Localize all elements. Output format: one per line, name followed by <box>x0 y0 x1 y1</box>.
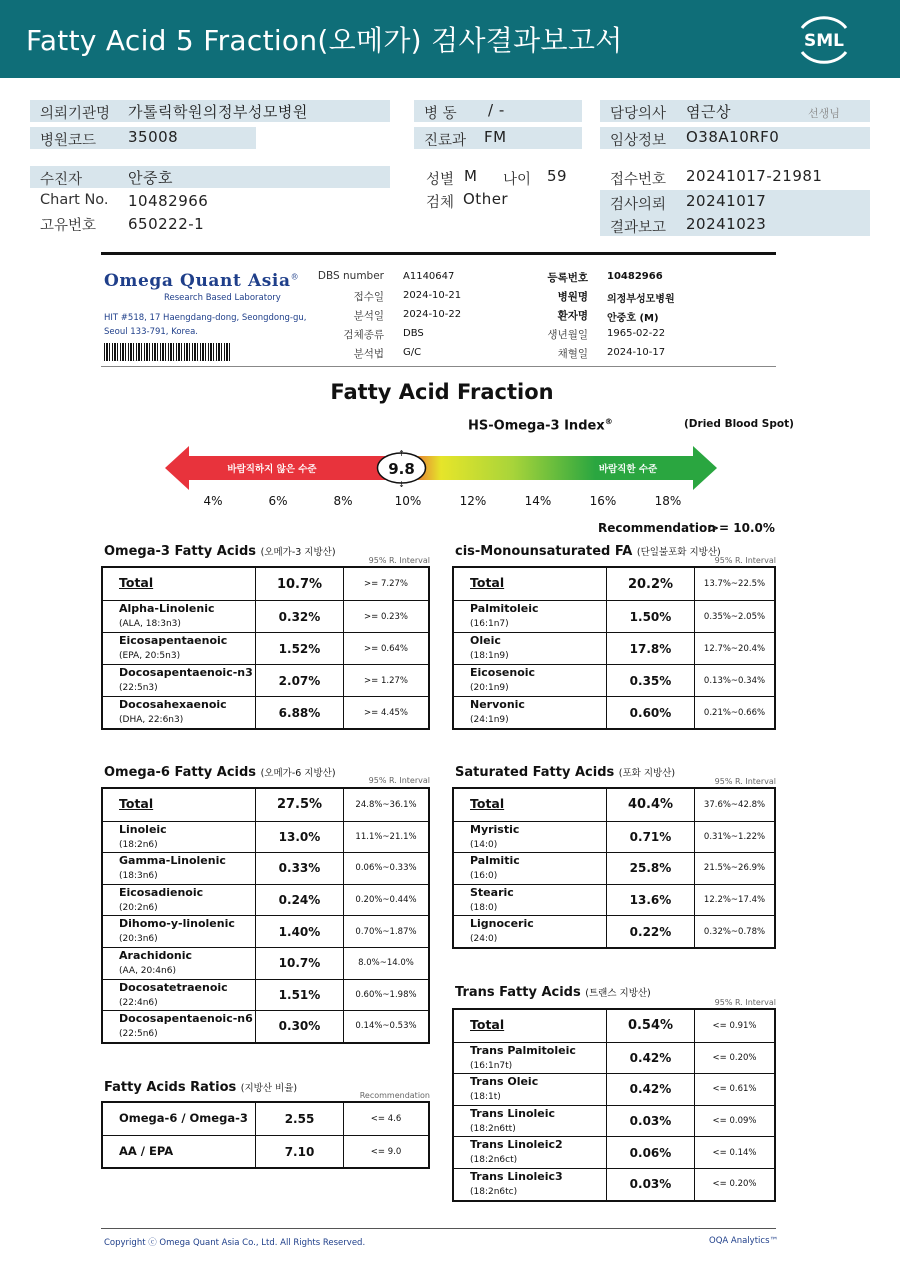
lab-meta-label: 채혈일 <box>557 348 588 360</box>
table-total-row <box>454 1010 774 1042</box>
specimen-label: 검체 <box>426 195 455 211</box>
clinical-value: O38A10RF0 <box>686 128 780 146</box>
table-value-cell: 0.71% <box>606 822 694 853</box>
table-row <box>103 915 428 947</box>
chart-value: 10482966 <box>128 192 209 210</box>
table-name-cell <box>454 853 606 884</box>
fatty-acid-name: Eicosadienoic <box>119 885 204 899</box>
table-row <box>454 1073 774 1105</box>
table-name-cell <box>454 822 606 853</box>
omega6-interval-label: 95% R. Interval <box>368 776 430 785</box>
lab-meta-value: 안중호 (M) <box>607 313 659 324</box>
recommendation-value: >= 10.0% <box>709 521 775 535</box>
table-range-cell: <= 0.61% <box>694 1074 774 1105</box>
mufa-title: cis-Monounsaturated FA <box>455 544 633 559</box>
patient-bar <box>30 166 390 188</box>
age-value: 59 <box>547 167 568 185</box>
recommendation-label: Recommendation <box>598 521 716 535</box>
ratios-subtitle: (지방산 비율) <box>240 1083 298 1094</box>
table-range-cell: 0.60%~1.98% <box>343 980 428 1011</box>
marker-up-arrow: ↑ <box>398 449 405 458</box>
table-name-cell <box>103 980 255 1011</box>
table-row <box>103 1010 428 1042</box>
table-row <box>454 884 774 916</box>
table-value-cell: 0.03% <box>606 1169 694 1200</box>
fatty-acid-name: Nervonic <box>470 698 525 711</box>
table-name-cell <box>103 948 255 979</box>
scale-tick-label: 18% <box>654 494 682 508</box>
table-range-cell: >= 1.27% <box>343 665 428 696</box>
table-name-cell <box>103 1136 255 1167</box>
fatty-acid-name: Stearic <box>470 885 514 899</box>
mufa-table <box>452 566 776 730</box>
table-row <box>454 821 774 853</box>
table-range-cell: 12.7%~20.4% <box>694 633 774 664</box>
table-row <box>454 1136 774 1168</box>
table-range-cell: 13.7%~22.5% <box>694 568 774 600</box>
lab-meta-value: 10482966 <box>607 271 663 282</box>
saturated-title: Saturated Fatty Acids <box>455 765 615 780</box>
chart-label: Chart No. <box>40 192 109 208</box>
table-row <box>454 1042 774 1074</box>
fatty-acid-name: Docosapentaenoic-n6 <box>119 1012 253 1026</box>
table-row <box>454 664 774 696</box>
trans-section-title <box>455 985 651 1000</box>
table-value-cell: 40.4% <box>606 789 694 821</box>
ratios-title: Fatty Acids Ratios <box>104 1080 237 1095</box>
sex-label: 성별 <box>426 172 455 188</box>
fatty-acid-name: Arachidonic <box>119 949 193 962</box>
total-label: Total <box>119 796 154 811</box>
table-value-cell: 0.35% <box>606 665 694 696</box>
lab-meta-label: 환자명 <box>557 310 588 322</box>
unique-value: 650222-1 <box>128 215 205 233</box>
table-range-cell: <= 0.91% <box>694 1010 774 1042</box>
request-label: 검사의뢰 <box>610 197 667 213</box>
table-row <box>103 979 428 1011</box>
footer-rule <box>101 1228 776 1229</box>
age-label: 나이 <box>503 172 532 188</box>
omega3-section-title <box>104 544 336 559</box>
fatty-acid-name: Myristic <box>470 822 520 836</box>
fatty-acid-name: Alpha-Linolenic <box>119 602 215 615</box>
lab-meta-label: 등록번호 <box>547 272 588 284</box>
clinical-label: 임상정보 <box>610 133 667 149</box>
omega3-index-name: HS-Omega-3 Index <box>468 418 605 434</box>
fatty-acid-name: Palmitic <box>470 854 520 868</box>
table-row <box>103 852 428 884</box>
undesirable-label: 바람직하지 않은 수준 <box>227 464 317 475</box>
table-value-cell: 10.7% <box>255 948 343 979</box>
table-name-cell <box>454 1106 606 1137</box>
doctor-label: 담당의사 <box>610 106 667 122</box>
lab-meta-value: 2024-10-21 <box>403 290 462 301</box>
table-name-cell <box>454 916 606 947</box>
patient-label: 수진자 <box>40 172 83 188</box>
scale-tick-label: 6% <box>268 494 288 508</box>
ratio-name: Omega-6 / Omega-3 <box>119 1111 248 1125</box>
table-name-cell <box>454 885 606 916</box>
fatty-acid-notation: (18:2n6ct) <box>470 1155 518 1166</box>
omega6-table <box>101 787 430 1044</box>
fatty-acid-notation: (18:1t) <box>470 1092 501 1103</box>
lab-meta-value: DBS <box>403 328 424 339</box>
table-name-cell <box>454 1074 606 1105</box>
dried-blood-spot-note: (Dried Blood Spot) <box>684 418 794 430</box>
omega3-table <box>101 566 430 730</box>
sex-value: M <box>464 167 478 185</box>
table-value-cell: 0.03% <box>606 1106 694 1137</box>
trans-table <box>452 1008 776 1202</box>
table-range-cell: <= 9.0 <box>343 1136 428 1167</box>
fatty-acid-name: Trans Oleic <box>470 1075 539 1089</box>
table-name-cell <box>103 697 255 728</box>
table-row <box>103 696 428 728</box>
table-name-cell <box>103 789 255 821</box>
table-range-cell: 0.14%~0.53% <box>343 1011 428 1042</box>
fatty-acid-notation: (14:0) <box>470 839 498 850</box>
lab-tagline: Research Based Laboratory <box>164 293 281 303</box>
unique-label: 고유번호 <box>40 218 97 234</box>
table-value-cell: 1.52% <box>255 633 343 664</box>
table-range-cell: 37.6%~42.8% <box>694 789 774 821</box>
fatty-acid-name: Eicosapentaenoic <box>119 634 228 647</box>
omega3-index-scale <box>165 443 720 493</box>
table-range-cell: <= 0.20% <box>694 1169 774 1200</box>
fatty-acid-name: Gamma-Linolenic <box>119 854 226 868</box>
scale-tick-label: 8% <box>333 494 353 508</box>
fatty-acid-name: Palmitoleic <box>470 602 539 615</box>
table-row <box>454 632 774 664</box>
table-row <box>454 600 774 632</box>
copyright: Copyright ⓒ Omega Quant Asia Co., Ltd. All Rights Reserved. <box>104 1238 366 1248</box>
institution-label: 의뢰기관명 <box>40 106 111 122</box>
table-name-cell <box>103 853 255 884</box>
table-range-cell: <= 4.6 <box>343 1103 428 1135</box>
table-range-cell: 24.8%~36.1% <box>343 789 428 821</box>
table-range-cell: >= 7.27% <box>343 568 428 600</box>
fatty-acid-notation: (24:1n9) <box>470 715 509 725</box>
table-range-cell: <= 0.09% <box>694 1106 774 1137</box>
table-row <box>454 915 774 947</box>
fatty-acid-name: Eicosenoic <box>470 666 536 679</box>
hospital-code-label: 병원코드 <box>40 133 97 149</box>
fatty-acid-notation: (EPA, 20:5n3) <box>119 651 181 661</box>
table-value-cell: 13.6% <box>606 885 694 916</box>
scale-tick-label: 14% <box>524 494 552 508</box>
table-value-cell: 0.60% <box>606 697 694 728</box>
marker-down-arrow: ↓ <box>398 480 405 489</box>
table-value-cell: 0.33% <box>255 853 343 884</box>
lab-meta-value: 2024-10-17 <box>607 347 666 358</box>
table-row <box>454 696 774 728</box>
table-name-cell <box>454 601 606 632</box>
saturated-subtitle: (포화 지방산) <box>618 768 676 779</box>
lab-address-1: HIT #518, 17 Haengdang-dong, Seongdong-gu, <box>104 313 307 323</box>
fatty-acid-notation: (22:4n6) <box>119 997 158 1008</box>
table-total-row <box>454 789 774 821</box>
table-value-cell: 25.8% <box>606 853 694 884</box>
table-value-cell: 1.50% <box>606 601 694 632</box>
lab-meta-value: 의정부성모병원 <box>607 294 675 305</box>
table-name-cell <box>454 697 606 728</box>
table-value-cell: 0.30% <box>255 1011 343 1042</box>
ratios-table <box>101 1101 430 1169</box>
table-range-cell: 12.2%~17.4% <box>694 885 774 916</box>
total-label: Total <box>119 575 154 590</box>
lab-meta-value: 2024-10-22 <box>403 309 462 320</box>
table-value-cell: 2.07% <box>255 665 343 696</box>
table-row <box>454 1168 774 1200</box>
table-range-cell: 0.06%~0.33% <box>343 853 428 884</box>
fatty-acid-name: Oleic <box>470 634 501 647</box>
logo-text: SML <box>804 31 844 51</box>
lab-meta-label: 검체종류 <box>343 329 384 341</box>
table-row <box>103 884 428 916</box>
report-title: Fatty Acid 5 Fraction(오메가) 검사결과보고서 <box>26 24 623 57</box>
omega3-subtitle: (오메가-3 지방산) <box>260 547 336 558</box>
fatty-acid-name: Trans Linoleic2 <box>470 1138 563 1152</box>
mufa-interval-label: 95% R. Interval <box>714 556 776 565</box>
table-name-cell <box>103 601 255 632</box>
mufa-subtitle: (단일불포화 지방산) <box>636 547 721 558</box>
table-row <box>103 1103 428 1135</box>
request-value: 20241017 <box>686 192 767 210</box>
table-row <box>103 600 428 632</box>
omega3-interval-label: 95% R. Interval <box>368 556 430 565</box>
table-name-cell <box>103 885 255 916</box>
table-name-cell <box>103 1103 255 1135</box>
lab-meta-label: 생년월일 <box>547 329 588 341</box>
table-row <box>103 947 428 979</box>
table-range-cell: 0.20%~0.44% <box>343 885 428 916</box>
table-name-cell <box>454 1169 606 1200</box>
table-name-cell <box>454 568 606 600</box>
table-total-row <box>454 568 774 600</box>
table-value-cell: 13.0% <box>255 822 343 853</box>
lab-address-2: Seoul 133-791, Korea. <box>104 327 198 337</box>
table-name-cell <box>454 665 606 696</box>
footer-brand: OQA Analytics™ <box>709 1236 778 1246</box>
table-name-cell <box>454 789 606 821</box>
table-range-cell: 0.21%~0.66% <box>694 697 774 728</box>
lab-registered-mark: ® <box>290 272 300 282</box>
fatty-acid-notation: (18:2n6tt) <box>470 1123 516 1134</box>
report-date-value: 20241023 <box>686 215 767 233</box>
table-range-cell: <= 0.14% <box>694 1137 774 1168</box>
fatty-acid-notation: (DHA, 22:6n3) <box>119 715 184 725</box>
ratio-name: AA / EPA <box>119 1144 174 1158</box>
fatty-acid-name: Dihomo-y-linolenic <box>119 917 235 931</box>
report-date-label: 결과보고 <box>610 220 667 236</box>
fatty-acid-notation: (20:3n6) <box>119 934 158 945</box>
lab-meta-label: 분석법 <box>353 348 384 360</box>
table-value-cell: 27.5% <box>255 789 343 821</box>
saturated-section-title <box>455 765 675 780</box>
table-value-cell: 0.32% <box>255 601 343 632</box>
scale-tick-label: 10% <box>394 494 422 508</box>
fatty-acid-notation: (18:0) <box>470 902 498 913</box>
table-value-cell: 1.51% <box>255 980 343 1011</box>
lab-meta-label: 접수일 <box>353 291 384 303</box>
fatty-acid-name: Trans Linoleic3 <box>470 1170 563 1183</box>
total-label: Total <box>470 575 505 590</box>
table-range-cell: 8.0%~14.0% <box>343 948 428 979</box>
specimen-value: Other <box>463 190 509 208</box>
table-name-cell <box>454 633 606 664</box>
table-value-cell: 0.42% <box>606 1043 694 1074</box>
fatty-acid-name: Docosahexaenoic <box>119 698 227 711</box>
scale-tick-label: 12% <box>459 494 487 508</box>
fatty-acid-notation: (AA, 20:4n6) <box>119 966 176 976</box>
lab-top-rule <box>101 252 776 255</box>
table-name-cell <box>454 1010 606 1042</box>
fatty-acid-name: Linoleic <box>119 822 167 836</box>
omega6-section-title <box>104 765 336 780</box>
fatty-acid-notation: (22:5n6) <box>119 1029 158 1040</box>
index-value: 9.8 <box>388 460 415 478</box>
table-value-cell: 0.24% <box>255 885 343 916</box>
table-value-cell: 1.40% <box>255 916 343 947</box>
table-value-cell: 0.06% <box>606 1137 694 1168</box>
table-value-cell: 0.54% <box>606 1010 694 1042</box>
fatty-acid-notation: (16:1n7) <box>470 619 509 629</box>
trans-title: Trans Fatty Acids <box>455 985 581 1000</box>
ward-value: / - <box>488 101 505 119</box>
fatty-acid-notation: (16:0) <box>470 871 498 882</box>
omega6-title: Omega-6 Fatty Acids <box>104 765 257 780</box>
fatty-acid-notation: (16:1n7t) <box>470 1060 513 1071</box>
lab-meta-value: A1140647 <box>403 271 455 282</box>
saturated-table <box>452 787 776 949</box>
ratios-section-title <box>104 1080 297 1095</box>
table-row <box>454 1105 774 1137</box>
department-label: 진료과 <box>424 133 467 149</box>
table-name-cell <box>103 665 255 696</box>
omega6-subtitle: (오메가-6 지방산) <box>260 768 336 779</box>
scale-tick-label: 16% <box>589 494 617 508</box>
fatty-acid-notation: (ALA, 18:3n3) <box>119 619 181 629</box>
doctor-suffix: 선생님 <box>808 107 840 120</box>
report-header <box>0 0 900 78</box>
total-label: Total <box>470 796 505 811</box>
fatty-acid-name: Docosatetraenoic <box>119 980 228 994</box>
fatty-acid-name: Trans Palmitoleic <box>470 1043 576 1057</box>
table-range-cell: 21.5%~26.9% <box>694 853 774 884</box>
table-range-cell: >= 0.23% <box>343 601 428 632</box>
barcode <box>104 343 230 361</box>
table-name-cell <box>103 568 255 600</box>
desirable-label: 바람직한 수준 <box>598 464 658 475</box>
institution-value: 가톨릭학원의정부성모병원 <box>128 103 308 121</box>
fatty-acid-notation: (20:2n6) <box>119 902 158 913</box>
table-value-cell: 2.55 <box>255 1103 343 1135</box>
table-name-cell <box>103 916 255 947</box>
table-range-cell: 0.13%~0.34% <box>694 665 774 696</box>
table-name-cell <box>103 1011 255 1042</box>
doctor-value: 염근상 <box>686 103 731 121</box>
table-range-cell: 11.1%~21.1% <box>343 822 428 853</box>
lab-meta-value: G/C <box>403 347 422 358</box>
omega3-index-title <box>468 417 613 433</box>
table-value-cell: 7.10 <box>255 1136 343 1167</box>
lab-meta-label: 분석일 <box>353 310 384 322</box>
fatty-acid-notation: (22:5n3) <box>119 683 158 693</box>
lab-meta-label: 병원명 <box>557 291 588 303</box>
table-name-cell <box>454 1043 606 1074</box>
receipt-label: 접수번호 <box>610 172 667 188</box>
table-name-cell <box>454 1137 606 1168</box>
trans-interval-label: 95% R. Interval <box>714 998 776 1007</box>
table-name-cell <box>103 822 255 853</box>
fatty-acid-notation: (18:3n6) <box>119 871 158 882</box>
omega3-title: Omega-3 Fatty Acids <box>104 544 257 559</box>
hospital-code-value: 35008 <box>128 128 179 146</box>
table-row <box>454 852 774 884</box>
receipt-value: 20241017-21981 <box>686 167 823 185</box>
trans-subtitle: (트랜스 지방산) <box>585 988 651 999</box>
department-value: FM <box>484 128 507 146</box>
table-range-cell: <= 0.20% <box>694 1043 774 1074</box>
table-value-cell: 20.2% <box>606 568 694 600</box>
table-value-cell: 10.7% <box>255 568 343 600</box>
fatty-acid-notation: (18:1n9) <box>470 651 509 661</box>
ward-label: 병 동 <box>424 106 457 122</box>
table-row <box>103 632 428 664</box>
fatty-acid-name: Lignoceric <box>470 917 534 931</box>
omega3-index-mark: ® <box>604 417 613 426</box>
table-range-cell: 0.32%~0.78% <box>694 916 774 947</box>
fatty-acid-fraction-title: Fatty Acid Fraction <box>330 380 554 404</box>
ratios-interval-label: Recommendation <box>359 1091 430 1100</box>
table-value-cell: 17.8% <box>606 633 694 664</box>
table-range-cell: 0.35%~2.05% <box>694 601 774 632</box>
fatty-acid-name: Docosapentaenoic-n3 <box>119 666 253 679</box>
table-total-row <box>103 568 428 600</box>
table-value-cell: 0.22% <box>606 916 694 947</box>
table-range-cell: 0.31%~1.22% <box>694 822 774 853</box>
lab-meta-value: 1965-02-22 <box>607 328 666 339</box>
table-row <box>103 821 428 853</box>
table-total-row <box>103 789 428 821</box>
index-marker <box>378 449 426 489</box>
scale-tick-label: 4% <box>203 494 223 508</box>
saturated-interval-label: 95% R. Interval <box>714 777 776 786</box>
patient-value: 안중호 <box>128 169 173 187</box>
fatty-acid-name: Trans Linoleic <box>470 1106 556 1120</box>
table-name-cell <box>103 633 255 664</box>
fatty-acid-notation: (24:0) <box>470 934 498 945</box>
fatty-acid-notation: (20:1n9) <box>470 683 509 693</box>
lab-logo <box>104 271 299 291</box>
table-range-cell: >= 0.64% <box>343 633 428 664</box>
lab-bottom-rule <box>101 366 776 367</box>
table-row <box>103 664 428 696</box>
table-range-cell: 0.70%~1.87% <box>343 916 428 947</box>
table-value-cell: 0.42% <box>606 1074 694 1105</box>
fatty-acid-notation: (18:2n6tc) <box>470 1187 518 1197</box>
sml-logo <box>792 12 856 66</box>
table-range-cell: >= 4.45% <box>343 697 428 728</box>
lab-meta-label: DBS number <box>317 270 384 282</box>
lab-name: Omega Quant Asia <box>104 271 291 291</box>
total-label: Total <box>470 1017 505 1032</box>
table-value-cell: 6.88% <box>255 697 343 728</box>
fatty-acid-notation: (18:2n6) <box>119 839 158 850</box>
table-row <box>103 1135 428 1167</box>
